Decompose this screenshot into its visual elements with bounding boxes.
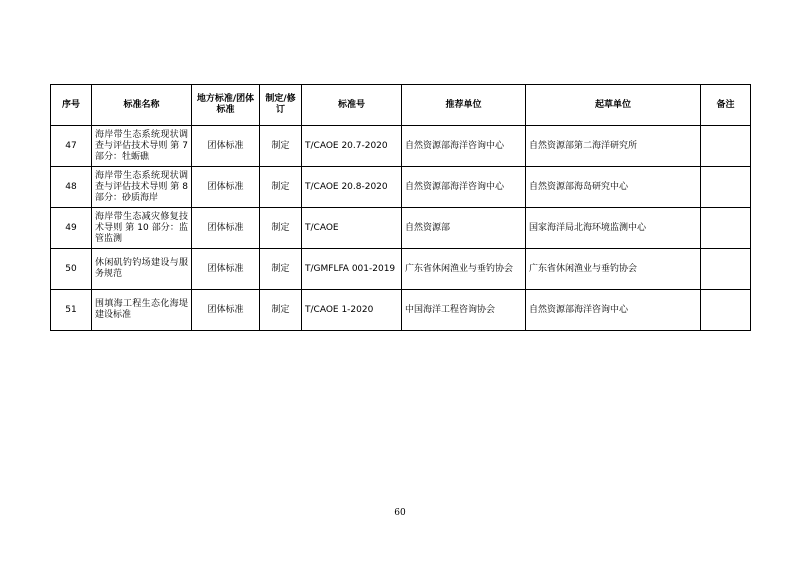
cell-standard-name: 休闲矶钓钓场建设与服务规范 [92, 249, 192, 290]
table-row [51, 167, 751, 208]
cell-recommending-unit: 中国海洋工程咨询协会 [402, 290, 526, 331]
cell-standard-name: 围填海工程生态化海堤建设标准 [92, 290, 192, 331]
header-drafting-unit: 起草单位 [526, 85, 701, 126]
table-row [51, 126, 751, 167]
cell-drafting-unit: 自然资源部第二海洋研究所 [526, 126, 701, 167]
cell-standard-type: 团体标准 [192, 290, 260, 331]
standards-table [50, 84, 751, 331]
cell-serial-number: 50 [51, 249, 92, 290]
cell-remarks [701, 126, 751, 167]
cell-serial-number: 48 [51, 167, 92, 208]
header-standard-type: 地方标准/团体标准 [192, 85, 260, 126]
cell-recommending-unit: 广东省休闲渔业与垂钓协会 [402, 249, 526, 290]
cell-standard-name: 海岸带生态系统现状调查与评估技术导则 第 8 部分：砂质海岸 [92, 167, 192, 208]
cell-serial-number: 49 [51, 208, 92, 249]
page-number: 60 [394, 508, 406, 518]
cell-standard-name: 海岸带生态系统现状调查与评估技术导则 第 7 部分：牡蛎礁 [92, 126, 192, 167]
table-row [51, 290, 751, 331]
cell-standard-code: T/CAOE [302, 208, 402, 249]
cell-drafting-unit: 国家海洋局北海环境监测中心 [526, 208, 701, 249]
table-row [51, 249, 751, 290]
header-standard-name: 标准名称 [92, 85, 192, 126]
table-header-row [51, 85, 751, 126]
header-recommending-unit: 推荐单位 [402, 85, 526, 126]
cell-action: 制定 [260, 249, 302, 290]
cell-serial-number: 51 [51, 290, 92, 331]
cell-recommending-unit: 自然资源部海洋咨询中心 [402, 167, 526, 208]
header-remarks: 备注 [701, 85, 751, 126]
cell-standard-type: 团体标准 [192, 249, 260, 290]
cell-standard-type: 团体标准 [192, 126, 260, 167]
header-serial-number: 序号 [51, 85, 92, 126]
cell-action: 制定 [260, 167, 302, 208]
cell-drafting-unit: 自然资源部海洋咨询中心 [526, 290, 701, 331]
cell-action: 制定 [260, 208, 302, 249]
cell-standard-name: 海岸带生态减灾修复技术导则 第 10 部分：监管监测 [92, 208, 192, 249]
cell-remarks [701, 208, 751, 249]
cell-drafting-unit: 广东省休闲渔业与垂钓协会 [526, 249, 701, 290]
cell-recommending-unit: 自然资源部 [402, 208, 526, 249]
cell-standard-type: 团体标准 [192, 167, 260, 208]
cell-serial-number: 47 [51, 126, 92, 167]
cell-standard-type: 团体标准 [192, 208, 260, 249]
cell-standard-code: T/CAOE 1-2020 [302, 290, 402, 331]
cell-remarks [701, 249, 751, 290]
cell-recommending-unit: 自然资源部海洋咨询中心 [402, 126, 526, 167]
cell-drafting-unit: 自然资源部海岛研究中心 [526, 167, 701, 208]
cell-remarks [701, 290, 751, 331]
cell-action: 制定 [260, 290, 302, 331]
header-standard-code: 标准号 [302, 85, 402, 126]
table-row [51, 208, 751, 249]
cell-standard-code: T/GMFLFA 001-2019 [302, 249, 402, 290]
cell-remarks [701, 167, 751, 208]
cell-standard-code: T/CAOE 20.8-2020 [302, 167, 402, 208]
header-formulate-revise: 制定/修订 [260, 85, 302, 126]
cell-action: 制定 [260, 126, 302, 167]
cell-standard-code: T/CAOE 20.7-2020 [302, 126, 402, 167]
